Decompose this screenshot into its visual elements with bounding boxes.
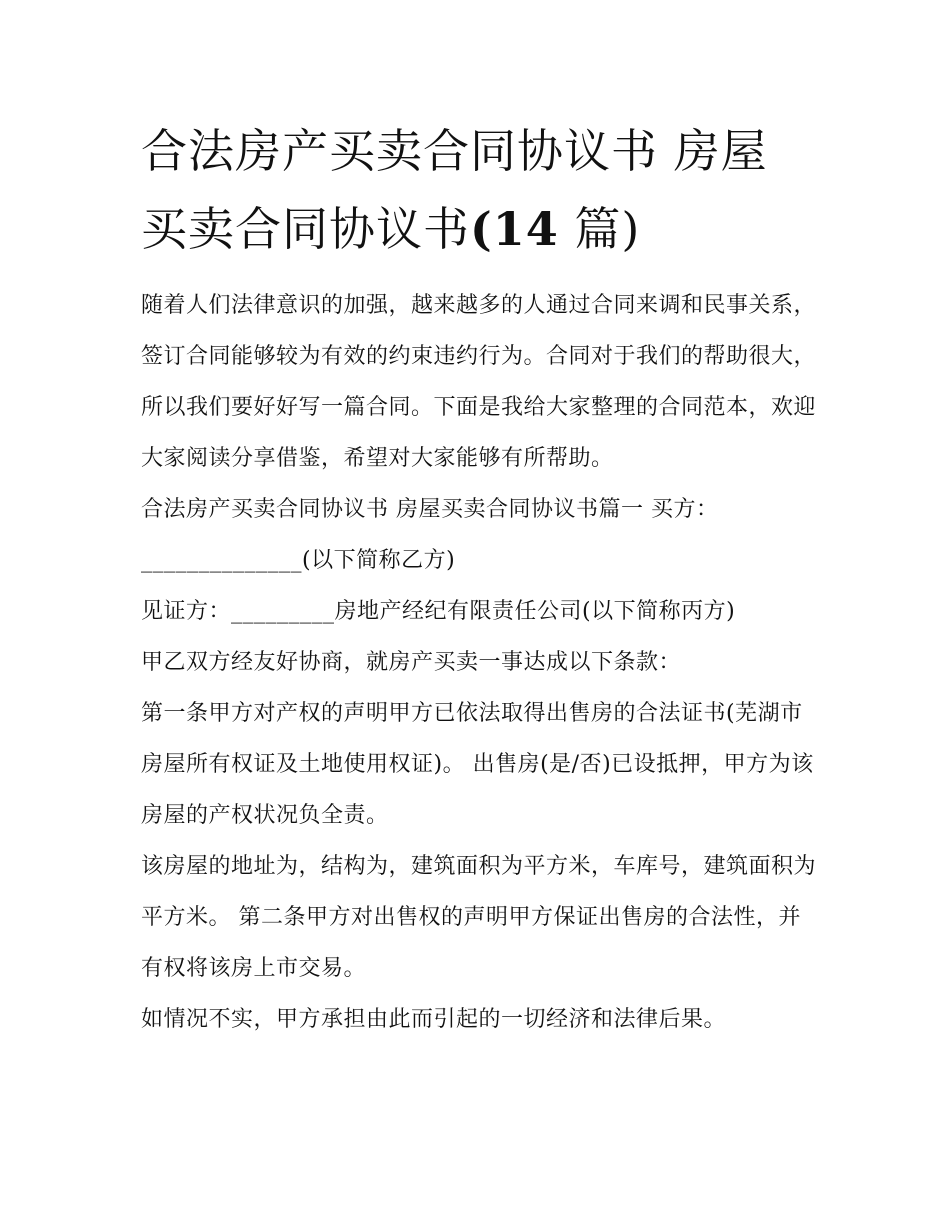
agreement-intro: 甲乙双方经友好协商，就房产买卖一事达成以下条款： bbox=[141, 650, 682, 675]
intro-paragraph: 随着人们法律意识的加强，越来越多的人通过合同来调和民事关系，签订合同能够较为有效的约束违约行为。合同对于我们的帮助很大，所以我们要好好写一篇合同。下面是我给大家整理的合同范本，欢迎大家阅读分享借鉴，希望对大家能够有所帮助。 bbox=[141, 293, 817, 471]
witness-line: 见证方：_________房地产经纪有限责任公司(以下简称丙方) bbox=[141, 599, 736, 624]
clause-one: 第一条甲方对产权的声明甲方已依法取得出售房的合法证书(芜湖市房屋所有权证及土地使用权证)。 出售房(是/否)已设抵押，甲方为该房屋的产权状况负全责。 bbox=[141, 701, 814, 828]
document-body bbox=[141, 112, 821, 1045]
title-count: (14 bbox=[470, 202, 559, 256]
property-description: 该房屋的地址为，结构为，建筑面积为平方米，车库号，建筑面积为平方米。 第二条甲方对出售权的声明甲方保证出售房的合法性，并有权将该房上市交易。 bbox=[141, 854, 817, 981]
document-title bbox=[141, 112, 821, 268]
title-line-2: 买卖合同协议书 bbox=[141, 202, 470, 256]
buyer-line: ______________(以下简称乙方) bbox=[141, 548, 456, 573]
title-suffix: 篇) bbox=[558, 202, 641, 256]
section-heading: 合法房产买卖合同协议书 房屋买卖合同协议书篇一 买方： bbox=[141, 497, 719, 522]
liability-paragraph: 如情况不实，甲方承担由此而引起的一切经济和法律后果。 bbox=[141, 1007, 727, 1032]
title-line-1: 合法房产买卖合同协议书 房屋 bbox=[141, 124, 768, 178]
